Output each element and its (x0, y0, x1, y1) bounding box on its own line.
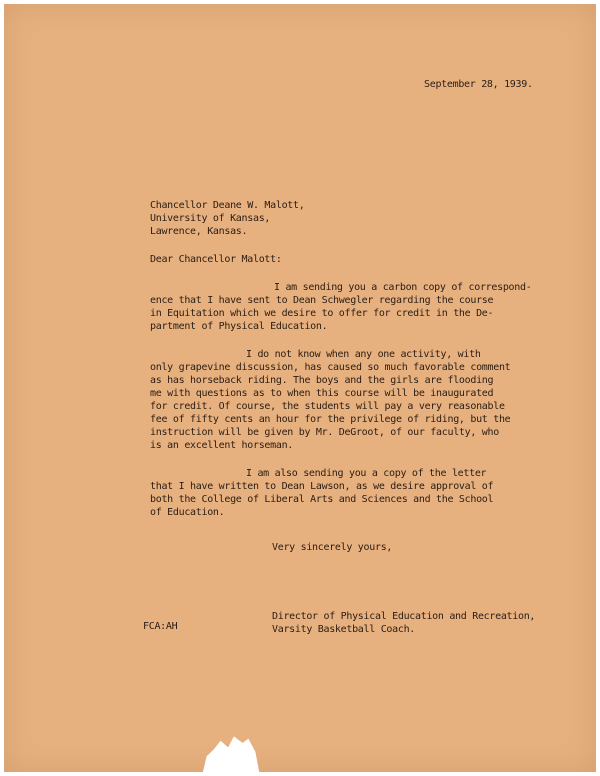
complimentary-close: Very sincerely yours, (272, 542, 393, 553)
address-line-name: Chancellor Deane W. Malott, (150, 200, 305, 211)
paragraph3-line: I am also sending you a copy of the letter (246, 468, 487, 479)
paragraph2-line: only grapevine discussion, has caused so much favorable comment (150, 362, 511, 373)
paragraph2-line: is an excellent horseman. (150, 440, 294, 451)
paragraph1-line: partment of Physical Education. (150, 321, 328, 332)
signature-title-line: Varsity Basketball Coach. (272, 624, 416, 635)
salutation: Dear Chancellor Malott: (150, 254, 282, 265)
letter-date: September 28, 1939. (424, 79, 533, 90)
paragraph3-line: both the College of Liberal Arts and Sciences and the School (150, 494, 494, 505)
address-line-city: Lawrence, Kansas. (150, 226, 248, 237)
paragraph2-line: for credit. Of course, the students will pay a very reasonable (150, 401, 505, 412)
paragraph2-line: instruction will be given by Mr. DeGroot, of our faculty, who (150, 427, 499, 438)
paragraph2-line: I do not know when any one activity, with (246, 349, 481, 360)
paragraph2-line: as has horseback riding. The boys and the girls are flooding (150, 375, 494, 386)
address-line-university: University of Kansas, (150, 213, 271, 224)
paragraph2-line: me with questions as to when this course will be inaugurated (150, 388, 494, 399)
paragraph1-line: ence that I have sent to Dean Schwegler regarding the course (150, 295, 494, 306)
torn-edge (202, 732, 260, 776)
signature-title-line: Director of Physical Education and Recreation, (272, 611, 536, 622)
paragraph1-line: in Equitation which we desire to offer for credit in the De- (150, 308, 494, 319)
paragraph3-line: that I have written to Dean Lawson, as we desire approval of (150, 481, 494, 492)
reference-initials: FCA:AH (143, 621, 178, 632)
paragraph1-line: I am sending you a carbon copy of correspond- (274, 282, 532, 293)
paragraph3-line: of Education. (150, 507, 225, 518)
paragraph2-line: fee of fifty cents an hour for the privilege of riding, but the (150, 414, 511, 425)
